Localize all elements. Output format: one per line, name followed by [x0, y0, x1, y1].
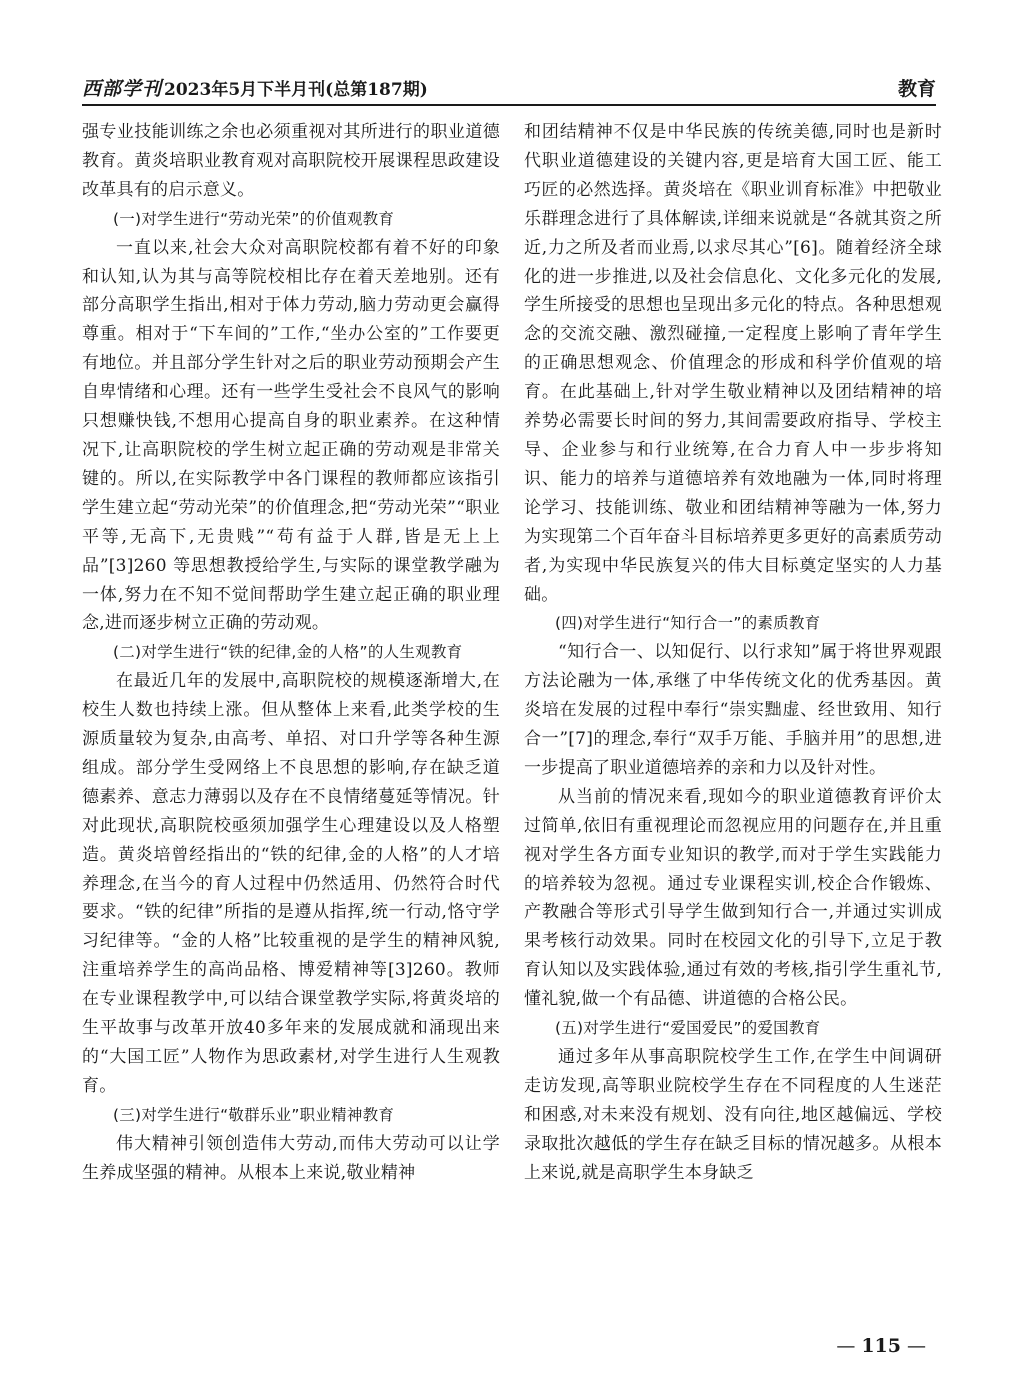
body-paragraph: 在最近几年的发展中,高职院校的规模逐渐增大,在校生人数也持续上涨。但从整体上来看,此类学校的生源质量较为复杂,由高考、单招、对口升学等各种生源组成。部分学生受网络上不良思想的影响,存在缺乏道德素养、意志力薄弱以及存在不良情绪蔓延等情况。针对此现状,高职院校亟须加强学生心理建设以及人格塑造。黄炎培曾经指出的“铁的纪律,金的人格”的人才培养理念,在当今的育人过程中仍然适用、仍然符合时代要求。“铁的纪律”所指的是遵从指挥,统一行动,恪守学习纪律等。“金的人格”比较重视的是学生的精神风貌,注重培养学生的高尚品格、博爱精神等[3]260。教师在专业课程教学中,可以结合课堂教学实际,将黄炎培的生平故事与改革开放40多年来的发展成就和涌现出来的“大国工匠”人物作为思政素材,对学生进行人生观教育。 [82, 671, 500, 1096]
journal-logo: 西部学刊 [82, 78, 163, 100]
section-label: 教育 [897, 78, 936, 100]
body-paragraph: 伟大精神引领创造伟大劳动,而伟大劳动可以让学生养成坚强的精神。从根本上来说,敬业精神 [82, 1133, 500, 1183]
section-heading: (二)对学生进行“铁的纪律,金的人格”的人生观教育 [113, 643, 463, 662]
left-column [82, 118, 500, 1293]
page-footer [830, 1335, 932, 1357]
body-paragraph: “知行合一、以知促行、以行求知”属于将世界观跟方法论融为一体,承继了中华传统文化的优秀基因。黄炎培在发展的过程中奉行“崇实黜虚、经世致用、知行合一”[7]的理念,奉行“双手万能、手脑并用”的思想,进一步提高了职业道德培养的亲和力以及针对性。 [524, 642, 942, 778]
body-paragraph: 和团结精神不仅是中华民族的传统美德,同时也是新时代职业道德建设的关键内容,更是培育大国工匠、能工巧匠的必然选择。黄炎培在《职业训育标准》中把敬业乐群理念进行了具体解读,详细来说就是“各就其资之所近,力之所及者而业焉,以求尽其心”[6]。随着经济全球化的进一步推进,以及社会信息化、文化多元化的发展,学生所接受的思想也呈现出多元化的特点。各种思想观念的交流交融、激烈碰撞,一定程度上影响了青年学生的正确思想观念、价值理念的形成和科学价值观的培育。在此基础上,针对学生敬业精神以及团结精神的培养势必需要长时间的努力,其间需要政府指导、学校主导、企业参与和行业统筹,在合力育人中一步步将知识、能力的培养与道德培养有效地融为一体,同时将理论学习、技能训练、敬业和团结精神等融为一体,努力为实现第二个百年奋斗目标培养更多更好的高素质劳动者,为实现中华民族复兴的伟大目标奠定坚实的人力基础。 [524, 122, 942, 605]
header-rule [82, 104, 936, 106]
page-number: 115 [861, 1335, 901, 1357]
section-heading: (五)对学生进行“爱国爱民”的爱国教育 [555, 1019, 821, 1038]
section-heading: (三)对学生进行“敬群乐业”职业精神教育 [113, 1105, 395, 1124]
right-column [524, 118, 942, 1293]
issue-info: 2023年5月下半月刊(总第187期) [164, 80, 428, 100]
body-paragraph: 一直以来,社会大众对高职院校都有着不好的印象和认知,认为其与高等院校相比存在着天差地别。还有部分高职学生指出,相对于体力劳动,脑力劳动更会赢得尊重。相对于“下车间的”工作,“坐办公室的”工作要更有地位。并且部分学生针对之后的职业劳动预期会产生自卑情绪和心理。还有一些学生受社会不良风气的影响只想赚快钱,不想用心提高自身的职业素养。在这种情况下,让高职院校的学生树立起正确的劳动观是非常关键的。所以,在实际教学中各门课程的教师都应该指引学生建立起“劳动光荣”的价值理念,把“劳动光荣”“职业平等,无高下,无贵贱”“苟有益于人群,皆是无上上品”[3]260 等思想教授给学生,与实际的课堂教学融为一体,努力在不知不觉间帮助学生建立起正确的职业理念,进而逐步树立正确的劳动观。 [82, 237, 500, 634]
journal-issue-line [82, 74, 428, 101]
body-paragraph: 从当前的情况来看,现如今的职业道德教育评价太过简单,依旧有重视理论而忽视应用的问题存在,并且重视对学生各方面专业知识的教学,而对于学生实践能力的培养较为忽视。通过专业课程实训,校企合作锻炼、产教融合等形式引导学生做到知行合一,并通过实训成果考核行动效果。同时在校园文化的引导下,立足于教育认知以及实践体验,通过有效的考核,指引学生重礼节,懂礼貌,做一个有品德、讲道德的合格公民。 [524, 786, 942, 1010]
body-paragraph: 通过多年从事高职院校学生工作,在学生中间调研走访发现,高等职业院校学生存在不同程度的人生迷茫和困惑,对未来没有规划、没有向往,地区越偏远、学校录取批次越低的学生存在缺乏目标的情况越多。从根本上来说,就是高职学生本身缺乏 [524, 1047, 942, 1183]
section-heading: (四)对学生进行“知行合一”的素质教育 [555, 614, 821, 633]
footer-dash-right: — [907, 1335, 926, 1357]
body-paragraph: 强专业技能训练之余也必须重视对其所进行的职业道德教育。黄炎培职业教育观对高职院校开展课程思政建设改革具有的启示意义。 [82, 122, 500, 200]
section-heading: (一)对学生进行“劳动光荣”的价值观教育 [113, 209, 395, 228]
running-header [82, 72, 936, 102]
footer-dash-left: — [836, 1335, 856, 1357]
